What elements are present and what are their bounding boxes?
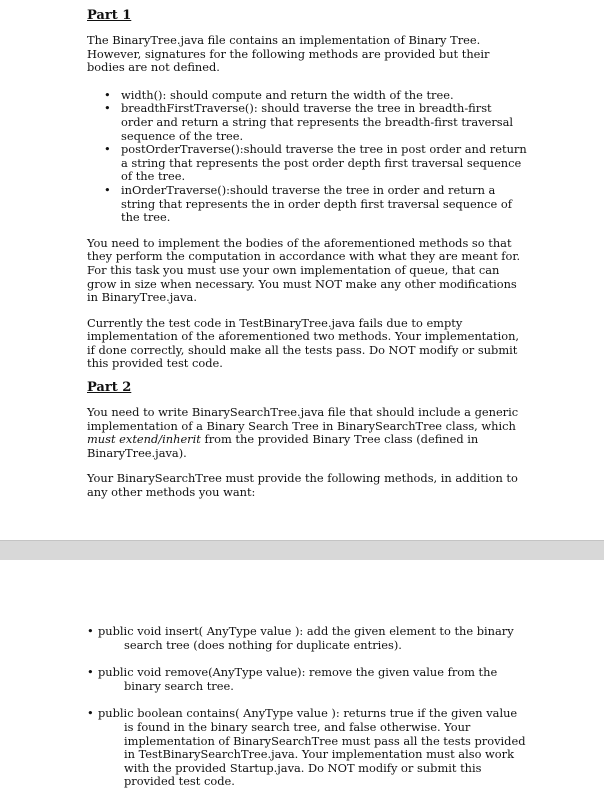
list-item: • public boolean contains( AnyType value ): returns true if the given value is found in the binary search tree, and false otherwise. Your implementation of BinarySearchTree must pass all the tests provided in TestBinarySearchTree.java. Your implementation must also work with the provided Startup.java. Do NOT modify or submit this provided test code. (87, 706, 526, 789)
part-2-paragraph-2: Your BinarySearchTree must provide the following methods, in addition to any other methods you want: (87, 471, 518, 500)
part-2-heading: Part 2 (87, 380, 132, 396)
document-page-2 (0, 560, 604, 789)
part-1-heading: Part 1 (87, 8, 132, 23)
list-item: • width(): should compute and return the width of the tree. (104, 87, 454, 102)
list-item: • postOrderTraverse():should traverse the tree in post order and return a string that represents the post order depth first traversal sequence of the tree. (104, 142, 527, 184)
page-2-content (87, 625, 527, 789)
part-1-paragraph-3: Currently the test code in TestBinaryTree.java fails due to empty implementation of the aforementioned two methods. Your implementation, if done correctly, should make all the tests pass. Do NOT modify or submit this provided test code. (87, 315, 520, 371)
list-item: • breadthFirstTraverse(): should traverse the tree in breadth-first order and return a string that represents the breadth-first traversal sequence of the tree. (104, 101, 514, 143)
part-1-paragraph-2: You need to implement the bodies of the aforementioned methods so that they perform the computation in accordance with what they are meant for. For this task you must use your own implementation of queue, that can grow in size when necessary. You must NOT make any other modifications in BinaryTree.java. (87, 235, 521, 305)
bullet-icon: • (87, 665, 94, 680)
bullet-icon: • (87, 624, 94, 638)
part-1-intro: The BinaryTree.java file contains an implementation of Binary Tree. However, signatures for the following methods are provided but their bodies are not defined. (87, 33, 490, 75)
page-separator (0, 540, 604, 561)
page-1-content (87, 7, 527, 500)
list-item: • public void remove(AnyType value): remove the given value from the binary search tree. (87, 665, 498, 693)
emphasis-text: must extend/inherit (87, 432, 201, 447)
bullet-icon: • (104, 142, 111, 157)
list-item: • public void insert( AnyType value ): add the given element to the binary search tree (does nothing for duplicate entries). (87, 624, 514, 652)
part-2-paragraph-1: You need to write BinarySearchTree.java file that should include a generic implementation of a Binary Search Tree in BinarySearchTree class, which must extend/inherit from the provided Binary Tree class (defined in BinaryTree.java). (87, 405, 519, 460)
bullet-icon: • (104, 182, 111, 197)
bst-method-list (87, 625, 527, 789)
bullet-icon: • (87, 706, 94, 721)
list-item: • inOrderTraverse():should traverse the tree in order and return a string that represents the in order depth first traversal sequence of the tree. (104, 182, 512, 225)
bullet-icon: • (104, 101, 111, 116)
method-list (87, 89, 527, 225)
bullet-icon: • (104, 87, 111, 102)
